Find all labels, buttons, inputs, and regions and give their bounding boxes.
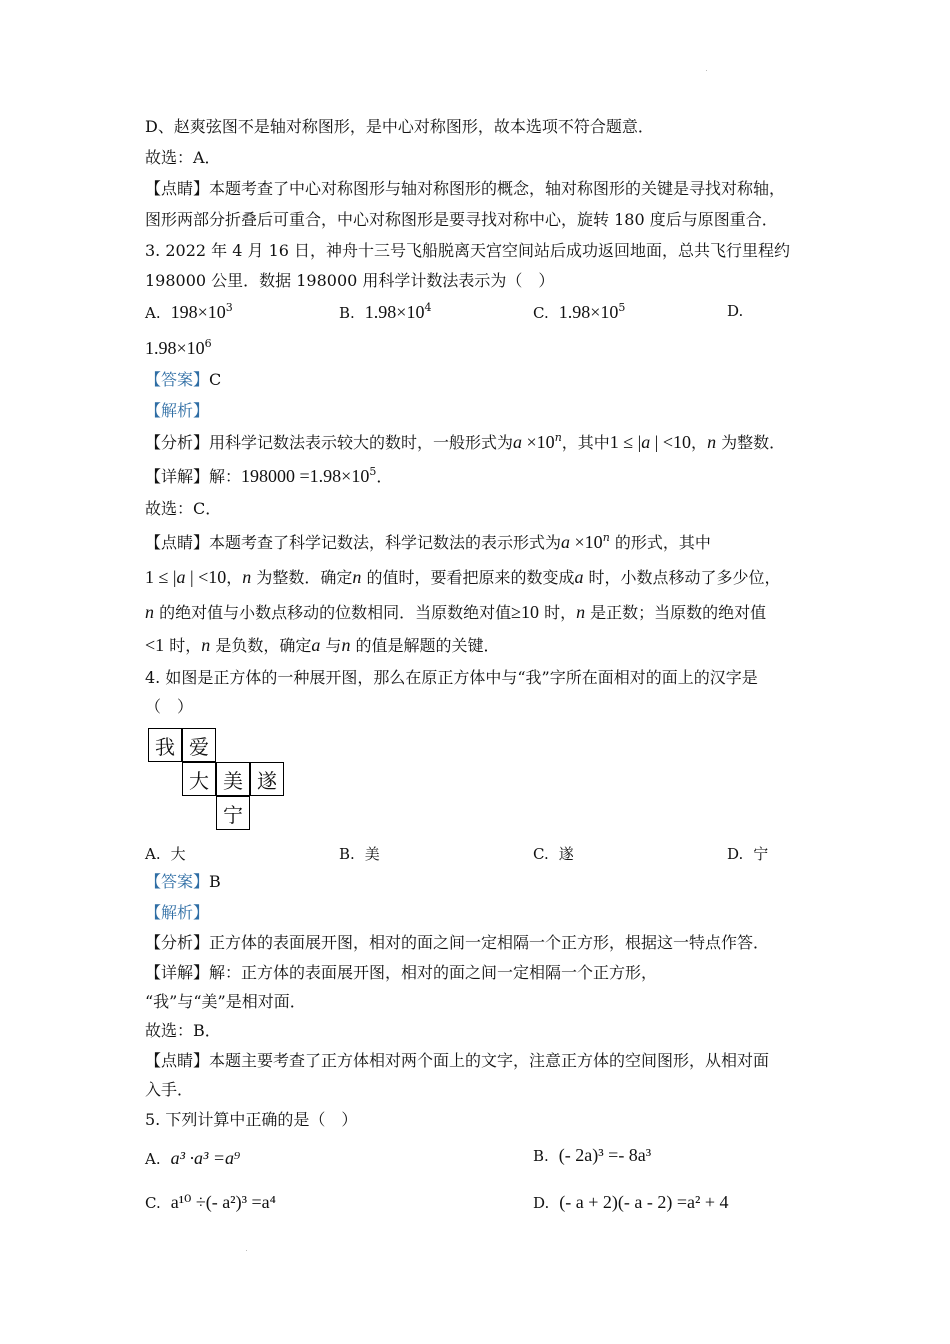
q4-stem: 4. 如图是正方体的一种展开图，那么在原正方体中与“我”字所在面相对的面上的汉字是 — [145, 668, 758, 687]
net-cell-ning: 宁 — [216, 796, 250, 830]
dianjing-line — [145, 178, 785, 200]
q3-option-a: A. $198\times 10^3$ — [145, 301, 233, 322]
net-cell-da: 大 — [182, 762, 216, 796]
q4-jiexi: 【解析】 — [145, 903, 210, 922]
text-line: D、赵爽弦图不是轴对称图形，是中心对称图形，故本选项不符合题意． — [145, 117, 654, 136]
q3-option-c: C. $1.98\times 10^5$ — [533, 301, 626, 322]
tag: 【点睛】 — [145, 179, 210, 198]
q4-answer: 【答案】B — [145, 872, 221, 891]
text-line: 故选：A． — [145, 148, 221, 167]
net-cell-wo: 我 — [148, 728, 182, 762]
q4-dianjing: 【点睛】本题主要考查了正方体相对两个面上的文字，注意正方体的空间图形，从相对面 — [145, 1051, 770, 1070]
q3-jiexi: 【解析】 — [145, 401, 210, 420]
q5-stem: 5. 下列计算中正确的是（ ） — [145, 1110, 358, 1129]
text-line: 图形两部分折叠后可重合，中心对称图形是要寻找对称中心，旋转 180 度后与原图重合． — [145, 210, 778, 229]
q3-guxuan: 故选：C． — [145, 499, 222, 518]
q5-option-c: C. a¹⁰ ÷(- a²)³ =a⁴ — [145, 1192, 276, 1212]
q3-dianjing: 【点睛】本题考查了科学记数法，科学记数法的表示形式为$a \times 10^n$ 的形式，其中 — [145, 531, 711, 552]
q4-xiangjie: 【详解】解：正方体的表面展开图，相对的面之间一定相隔一个正方形， — [145, 963, 658, 982]
q5-option-a: A. a³ ·a³ =a⁹ — [145, 1148, 241, 1168]
q3-answer: 【答案】C — [145, 370, 222, 389]
q3-dianjing-2: 1 ≤ |a | <10，n 为整数．确定n 的值时，要看把原来的数变成a 时，小数点移动了多少位， — [145, 567, 781, 587]
q4-option-c: C. 遂 — [533, 845, 574, 863]
q4-fenxi: 【分析】正方体的表面展开图，相对的面之间一定相隔一个正方形，根据这一特点作答． — [145, 933, 770, 952]
q3-stem: 198000 公里．数据 198000 用科学计数法表示为（ ） — [145, 271, 555, 290]
q3-option-d: $1.98\times 10^6$ — [145, 337, 212, 358]
q4-xiangjie-2: “我”与“美”是相对面． — [145, 992, 306, 1011]
q5-option-d: D. (- a + 2)(- a - 2) =a² + 4 — [533, 1192, 729, 1212]
scan-dot — [246, 1250, 247, 1251]
q4-stem: （ ） — [145, 697, 194, 716]
q3-stem: 3. 2022 年 4 月 16 日，神舟十三号飞船脱离天宫空间站后成功返回地面，总共飞行里程约 — [145, 241, 791, 260]
scan-dot — [706, 70, 707, 71]
q3-xiangjie: 【详解】解：$198000 =1.98\times 10^5$． — [145, 465, 393, 486]
q5-option-b: B. (- 2a)³ =- 8a³ — [533, 1145, 652, 1165]
q4-dianjing-2: 入手． — [145, 1080, 194, 1099]
q4-guxuan: 故选：B． — [145, 1021, 221, 1040]
q3-fenxi: 【分析】用科学记数法表示较大的数时，一般形式为$a \times 10^n$，其中1 ≤ |a | <10，n 为整数． — [145, 431, 786, 452]
text: 本题考查了中心对称图形与轴对称图形的概念，轴对称图形的关键是寻找对称轴， — [209, 179, 786, 198]
q4-option-b: B. 美 — [339, 845, 380, 863]
q3-option-d-label: D. — [727, 302, 744, 320]
q4-option-a: A. 大 — [145, 845, 186, 863]
q4-option-d: D. 宁 — [727, 845, 769, 863]
net-cell-ai: 爱 — [182, 728, 216, 762]
q3-dianjing-3: n 的绝对值与小数点移动的位数相同．当原数绝对值≥10 时，n 是正数；当原数的绝对值 — [145, 602, 767, 622]
net-cell-sui: 遂 — [250, 762, 284, 796]
q3-dianjing-4: <1 时，n 是负数，确定a 与n 的值是解题的关键． — [145, 635, 500, 655]
q3-option-b: B. $1.98\times 10^4$ — [339, 301, 432, 322]
net-cell-mei: 美 — [216, 762, 250, 796]
